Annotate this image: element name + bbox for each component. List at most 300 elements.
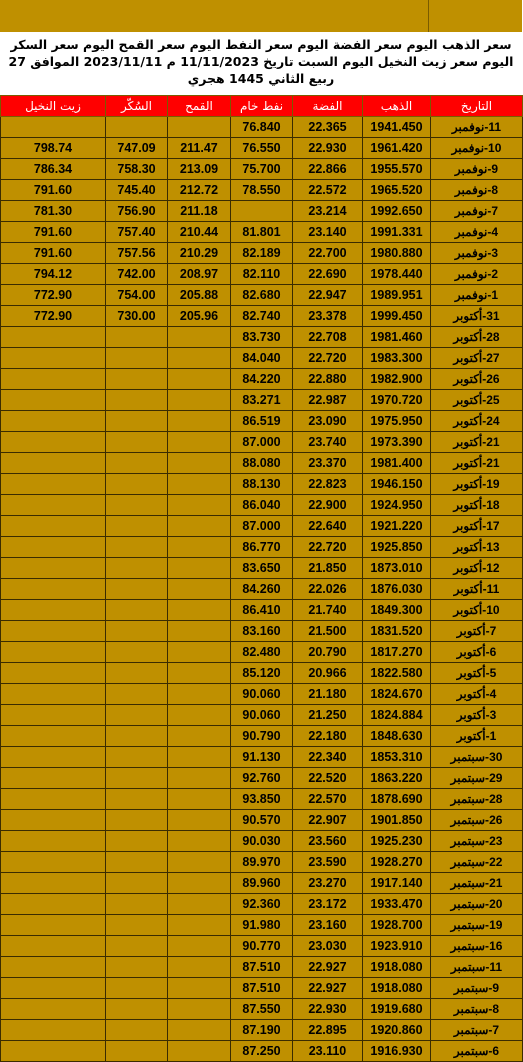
date-cell: 28-سبتمبر [431, 789, 523, 810]
palm-oil-cell [1, 684, 106, 705]
date-cell: 23-سبتمبر [431, 831, 523, 852]
gold-cell: 1928.700 [363, 915, 431, 936]
date-cell: 31-أكتوبر [431, 306, 523, 327]
palm-oil-cell [1, 852, 106, 873]
gold-cell: 1999.450 [363, 306, 431, 327]
gold-cell: 1920.860 [363, 1020, 431, 1041]
table-row [1, 411, 523, 432]
silver-cell: 22.340 [293, 747, 363, 768]
wheat-cell [168, 537, 231, 558]
wheat-cell [168, 495, 231, 516]
palm-oil-cell [1, 978, 106, 999]
gold-cell: 1925.230 [363, 831, 431, 852]
palm-oil-cell: 781.30 [1, 201, 106, 222]
sugar-cell [106, 663, 168, 684]
gold-cell: 1970.720 [363, 390, 431, 411]
crude-oil-cell: 85.120 [231, 663, 293, 684]
wheat-cell: 208.97 [168, 264, 231, 285]
gold-cell: 1876.030 [363, 579, 431, 600]
sugar-cell [106, 789, 168, 810]
date-cell: 22-سبتمبر [431, 852, 523, 873]
table-row [1, 789, 523, 810]
wheat-cell [168, 810, 231, 831]
wheat-cell [168, 432, 231, 453]
wheat-cell [168, 516, 231, 537]
table-row [1, 579, 523, 600]
sugar-cell [106, 432, 168, 453]
header-gold: الذهب [363, 96, 431, 117]
silver-cell: 23.740 [293, 432, 363, 453]
sugar-cell [106, 852, 168, 873]
silver-cell: 22.930 [293, 138, 363, 159]
table-row [1, 159, 523, 180]
crude-oil-cell: 86.519 [231, 411, 293, 432]
palm-oil-cell: 791.60 [1, 180, 106, 201]
wheat-cell [168, 558, 231, 579]
silver-cell: 22.907 [293, 810, 363, 831]
wheat-cell [168, 327, 231, 348]
table-row [1, 642, 523, 663]
table-row [1, 768, 523, 789]
top-band [0, 0, 522, 32]
wheat-cell [168, 474, 231, 495]
sugar-cell: 747.09 [106, 138, 168, 159]
crude-oil-cell: 83.160 [231, 621, 293, 642]
wheat-cell [168, 369, 231, 390]
table-row [1, 600, 523, 621]
gold-cell: 1824.884 [363, 705, 431, 726]
silver-cell: 22.930 [293, 999, 363, 1020]
gold-cell: 1982.900 [363, 369, 431, 390]
wheat-cell [168, 894, 231, 915]
sugar-cell [106, 831, 168, 852]
gold-cell: 1991.331 [363, 222, 431, 243]
table-row [1, 348, 523, 369]
table-row [1, 1041, 523, 1062]
crude-oil-cell: 75.700 [231, 159, 293, 180]
palm-oil-cell [1, 558, 106, 579]
table-row [1, 180, 523, 201]
crude-oil-cell: 87.510 [231, 978, 293, 999]
crude-oil-cell: 87.250 [231, 1041, 293, 1062]
silver-cell: 22.987 [293, 390, 363, 411]
silver-cell: 20.790 [293, 642, 363, 663]
gold-cell: 1863.220 [363, 768, 431, 789]
date-cell: 5-أكتوبر [431, 663, 523, 684]
gold-cell: 1917.140 [363, 873, 431, 894]
wheat-cell [168, 726, 231, 747]
table-row [1, 117, 523, 138]
sugar-cell [106, 726, 168, 747]
wheat-cell: 210.44 [168, 222, 231, 243]
silver-cell: 23.370 [293, 453, 363, 474]
palm-oil-cell [1, 1041, 106, 1062]
silver-cell: 21.250 [293, 705, 363, 726]
date-cell: 4-نوفمبر [431, 222, 523, 243]
date-cell: 7-سبتمبر [431, 1020, 523, 1041]
date-cell: 11-أكتوبر [431, 579, 523, 600]
wheat-cell [168, 768, 231, 789]
silver-cell: 22.900 [293, 495, 363, 516]
table-row [1, 852, 523, 873]
date-cell: 29-سبتمبر [431, 768, 523, 789]
palm-oil-cell [1, 768, 106, 789]
wheat-cell: 210.29 [168, 243, 231, 264]
palm-oil-cell [1, 789, 106, 810]
sugar-cell [106, 705, 168, 726]
wheat-cell [168, 1020, 231, 1041]
sugar-cell [106, 684, 168, 705]
silver-cell: 23.270 [293, 873, 363, 894]
date-cell: 20-سبتمبر [431, 894, 523, 915]
wheat-cell [168, 453, 231, 474]
table-row [1, 978, 523, 999]
sugar-cell [106, 411, 168, 432]
sugar-cell [106, 558, 168, 579]
crude-oil-cell: 92.760 [231, 768, 293, 789]
date-cell: 28-أكتوبر [431, 327, 523, 348]
table-row [1, 747, 523, 768]
gold-cell: 1989.951 [363, 285, 431, 306]
palm-oil-cell [1, 117, 106, 138]
silver-cell: 22.700 [293, 243, 363, 264]
crude-oil-cell: 90.770 [231, 936, 293, 957]
price-table [0, 95, 523, 1062]
sugar-cell [106, 936, 168, 957]
crude-oil-cell: 87.550 [231, 999, 293, 1020]
gold-cell: 1941.450 [363, 117, 431, 138]
crude-oil-cell: 87.000 [231, 432, 293, 453]
palm-oil-cell [1, 726, 106, 747]
wheat-cell [168, 705, 231, 726]
silver-cell: 21.180 [293, 684, 363, 705]
gold-cell: 1961.420 [363, 138, 431, 159]
sugar-cell [106, 873, 168, 894]
palm-oil-cell [1, 411, 106, 432]
table-row [1, 705, 523, 726]
date-cell: 6-سبتمبر [431, 1041, 523, 1062]
silver-cell: 23.160 [293, 915, 363, 936]
date-cell: 21-أكتوبر [431, 453, 523, 474]
table-row [1, 957, 523, 978]
date-cell: 3-أكتوبر [431, 705, 523, 726]
sugar-cell: 754.00 [106, 285, 168, 306]
sugar-cell [106, 768, 168, 789]
date-cell: 26-أكتوبر [431, 369, 523, 390]
palm-oil-cell [1, 999, 106, 1020]
sugar-cell [106, 999, 168, 1020]
sugar-cell: 758.30 [106, 159, 168, 180]
sugar-cell [106, 810, 168, 831]
table-row [1, 432, 523, 453]
silver-cell: 21.500 [293, 621, 363, 642]
palm-oil-cell: 772.90 [1, 306, 106, 327]
wheat-cell [168, 831, 231, 852]
silver-cell: 23.214 [293, 201, 363, 222]
date-cell: 13-أكتوبر [431, 537, 523, 558]
wheat-cell [168, 1041, 231, 1062]
table-row [1, 684, 523, 705]
date-cell: 8-سبتمبر [431, 999, 523, 1020]
table-row [1, 201, 523, 222]
palm-oil-cell [1, 516, 106, 537]
crude-oil-cell: 86.410 [231, 600, 293, 621]
table-row [1, 516, 523, 537]
date-cell: 27-أكتوبر [431, 348, 523, 369]
wheat-cell [168, 789, 231, 810]
sugar-cell [106, 600, 168, 621]
palm-oil-cell [1, 1020, 106, 1041]
palm-oil-cell [1, 390, 106, 411]
crude-oil-cell: 84.260 [231, 579, 293, 600]
crude-oil-cell: 76.840 [231, 117, 293, 138]
sugar-cell: 757.40 [106, 222, 168, 243]
silver-cell: 22.823 [293, 474, 363, 495]
silver-cell: 22.927 [293, 957, 363, 978]
sugar-cell: 757.56 [106, 243, 168, 264]
gold-cell: 1901.850 [363, 810, 431, 831]
gold-cell: 1924.950 [363, 495, 431, 516]
wheat-cell: 212.72 [168, 180, 231, 201]
gold-cell: 1853.310 [363, 747, 431, 768]
sugar-cell [106, 474, 168, 495]
palm-oil-cell [1, 957, 106, 978]
sugar-cell: 756.90 [106, 201, 168, 222]
date-cell: 6-أكتوبر [431, 642, 523, 663]
crude-oil-cell: 78.550 [231, 180, 293, 201]
gold-cell: 1981.400 [363, 453, 431, 474]
sugar-cell [106, 390, 168, 411]
date-cell: 10-نوفمبر [431, 138, 523, 159]
column-divider [428, 0, 429, 32]
date-cell: 2-نوفمبر [431, 264, 523, 285]
date-cell: 8-نوفمبر [431, 180, 523, 201]
silver-cell: 22.520 [293, 768, 363, 789]
date-cell: 7-أكتوبر [431, 621, 523, 642]
wheat-cell: 213.09 [168, 159, 231, 180]
crude-oil-cell: 86.040 [231, 495, 293, 516]
silver-cell: 23.110 [293, 1041, 363, 1062]
palm-oil-cell [1, 600, 106, 621]
gold-cell: 1975.950 [363, 411, 431, 432]
crude-oil-cell: 87.000 [231, 516, 293, 537]
crude-oil-cell: 90.030 [231, 831, 293, 852]
silver-cell: 23.378 [293, 306, 363, 327]
silver-cell: 23.590 [293, 852, 363, 873]
palm-oil-cell [1, 663, 106, 684]
date-cell: 19-أكتوبر [431, 474, 523, 495]
wheat-cell [168, 915, 231, 936]
palm-oil-cell: 794.12 [1, 264, 106, 285]
wheat-cell: 205.96 [168, 306, 231, 327]
palm-oil-cell [1, 705, 106, 726]
sugar-cell [106, 516, 168, 537]
date-cell: 16-سبتمبر [431, 936, 523, 957]
palm-oil-cell [1, 915, 106, 936]
silver-cell: 23.090 [293, 411, 363, 432]
table-row [1, 621, 523, 642]
sugar-cell [106, 537, 168, 558]
crude-oil-cell: 88.130 [231, 474, 293, 495]
silver-cell: 22.927 [293, 978, 363, 999]
date-cell: 12-أكتوبر [431, 558, 523, 579]
date-cell: 9-سبتمبر [431, 978, 523, 999]
table-row [1, 999, 523, 1020]
palm-oil-cell: 798.74 [1, 138, 106, 159]
table-row [1, 894, 523, 915]
silver-cell: 22.895 [293, 1020, 363, 1041]
silver-cell: 22.026 [293, 579, 363, 600]
crude-oil-cell: 90.790 [231, 726, 293, 747]
crude-oil-cell: 89.970 [231, 852, 293, 873]
gold-cell: 1878.690 [363, 789, 431, 810]
silver-cell: 21.740 [293, 600, 363, 621]
crude-oil-cell: 90.060 [231, 705, 293, 726]
wheat-cell [168, 411, 231, 432]
gold-cell: 1918.080 [363, 978, 431, 999]
crude-oil-cell: 91.980 [231, 915, 293, 936]
crude-oil-cell: 83.730 [231, 327, 293, 348]
date-cell: 21-أكتوبر [431, 432, 523, 453]
table-row [1, 390, 523, 411]
wheat-cell [168, 348, 231, 369]
sugar-cell: 742.00 [106, 264, 168, 285]
table-row [1, 915, 523, 936]
wheat-cell: 211.18 [168, 201, 231, 222]
header-wheat: القمح [168, 96, 231, 117]
gold-cell: 1831.520 [363, 621, 431, 642]
date-cell: 19-سبتمبر [431, 915, 523, 936]
crude-oil-cell: 91.130 [231, 747, 293, 768]
silver-cell: 22.180 [293, 726, 363, 747]
table-body [1, 117, 523, 1062]
table-row [1, 1020, 523, 1041]
page-title: سعر الذهب اليوم سعر الفضة اليوم سعر النفط اليوم سعر القمح اليوم سعر السكر اليوم سعر زيت النخيل اليوم السبت تاريخ 11/11/2023 م 2023/11/11 الموافق 27 ربيع الثاني 1445 هجري [8, 37, 514, 86]
silver-cell: 22.947 [293, 285, 363, 306]
sugar-cell [106, 747, 168, 768]
wheat-cell [168, 747, 231, 768]
table-row [1, 327, 523, 348]
date-cell: 24-أكتوبر [431, 411, 523, 432]
wheat-cell [168, 999, 231, 1020]
gold-cell: 1973.390 [363, 432, 431, 453]
sugar-cell [106, 327, 168, 348]
palm-oil-cell: 791.60 [1, 222, 106, 243]
gold-cell: 1849.300 [363, 600, 431, 621]
table-row [1, 222, 523, 243]
gold-cell: 1992.650 [363, 201, 431, 222]
gold-cell: 1923.910 [363, 936, 431, 957]
palm-oil-cell [1, 621, 106, 642]
gold-cell: 1817.270 [363, 642, 431, 663]
date-cell: 4-أكتوبر [431, 684, 523, 705]
silver-cell: 21.850 [293, 558, 363, 579]
wheat-cell: 205.88 [168, 285, 231, 306]
sugar-cell [106, 1020, 168, 1041]
wheat-cell [168, 936, 231, 957]
gold-cell: 1921.220 [363, 516, 431, 537]
gold-cell: 1925.850 [363, 537, 431, 558]
sugar-cell [106, 978, 168, 999]
crude-oil-cell: 82.189 [231, 243, 293, 264]
gold-cell: 1933.470 [363, 894, 431, 915]
wheat-cell [168, 852, 231, 873]
wheat-cell [168, 642, 231, 663]
crude-oil-cell [231, 201, 293, 222]
palm-oil-cell [1, 348, 106, 369]
table-header-row [1, 96, 523, 117]
palm-oil-cell [1, 327, 106, 348]
silver-cell: 22.640 [293, 516, 363, 537]
crude-oil-cell: 87.190 [231, 1020, 293, 1041]
gold-cell: 1824.670 [363, 684, 431, 705]
crude-oil-cell: 82.110 [231, 264, 293, 285]
date-cell: 9-نوفمبر [431, 159, 523, 180]
wheat-cell [168, 663, 231, 684]
crude-oil-cell: 76.550 [231, 138, 293, 159]
crude-oil-cell: 83.271 [231, 390, 293, 411]
silver-cell: 20.966 [293, 663, 363, 684]
palm-oil-cell [1, 369, 106, 390]
date-cell: 30-سبتمبر [431, 747, 523, 768]
palm-oil-cell [1, 810, 106, 831]
sugar-cell [106, 348, 168, 369]
header-crude-oil: نفط خام [231, 96, 293, 117]
wheat-cell [168, 621, 231, 642]
sugar-cell: 745.40 [106, 180, 168, 201]
table-row [1, 474, 523, 495]
silver-cell: 22.866 [293, 159, 363, 180]
sugar-cell [106, 117, 168, 138]
crude-oil-cell: 90.060 [231, 684, 293, 705]
wheat-cell [168, 600, 231, 621]
gold-cell: 1918.080 [363, 957, 431, 978]
gold-cell: 1848.630 [363, 726, 431, 747]
gold-cell: 1873.010 [363, 558, 431, 579]
palm-oil-cell [1, 873, 106, 894]
silver-cell: 23.172 [293, 894, 363, 915]
palm-oil-cell [1, 453, 106, 474]
date-cell: 1-أكتوبر [431, 726, 523, 747]
silver-cell: 22.572 [293, 180, 363, 201]
crude-oil-cell: 92.360 [231, 894, 293, 915]
table-row [1, 558, 523, 579]
palm-oil-cell [1, 936, 106, 957]
table-row [1, 873, 523, 894]
date-cell: 11-سبتمبر [431, 957, 523, 978]
crude-oil-cell: 88.080 [231, 453, 293, 474]
table-row [1, 726, 523, 747]
wheat-cell [168, 684, 231, 705]
gold-cell: 1955.570 [363, 159, 431, 180]
date-cell: 7-نوفمبر [431, 201, 523, 222]
crude-oil-cell: 81.801 [231, 222, 293, 243]
sugar-cell [106, 894, 168, 915]
palm-oil-cell [1, 432, 106, 453]
table-row [1, 138, 523, 159]
palm-oil-cell [1, 894, 106, 915]
crude-oil-cell: 86.770 [231, 537, 293, 558]
silver-cell: 22.365 [293, 117, 363, 138]
table-row [1, 537, 523, 558]
sugar-cell [106, 369, 168, 390]
wheat-cell [168, 390, 231, 411]
table-row [1, 810, 523, 831]
table-row [1, 831, 523, 852]
gold-cell: 1965.520 [363, 180, 431, 201]
crude-oil-cell: 89.960 [231, 873, 293, 894]
palm-oil-cell [1, 579, 106, 600]
